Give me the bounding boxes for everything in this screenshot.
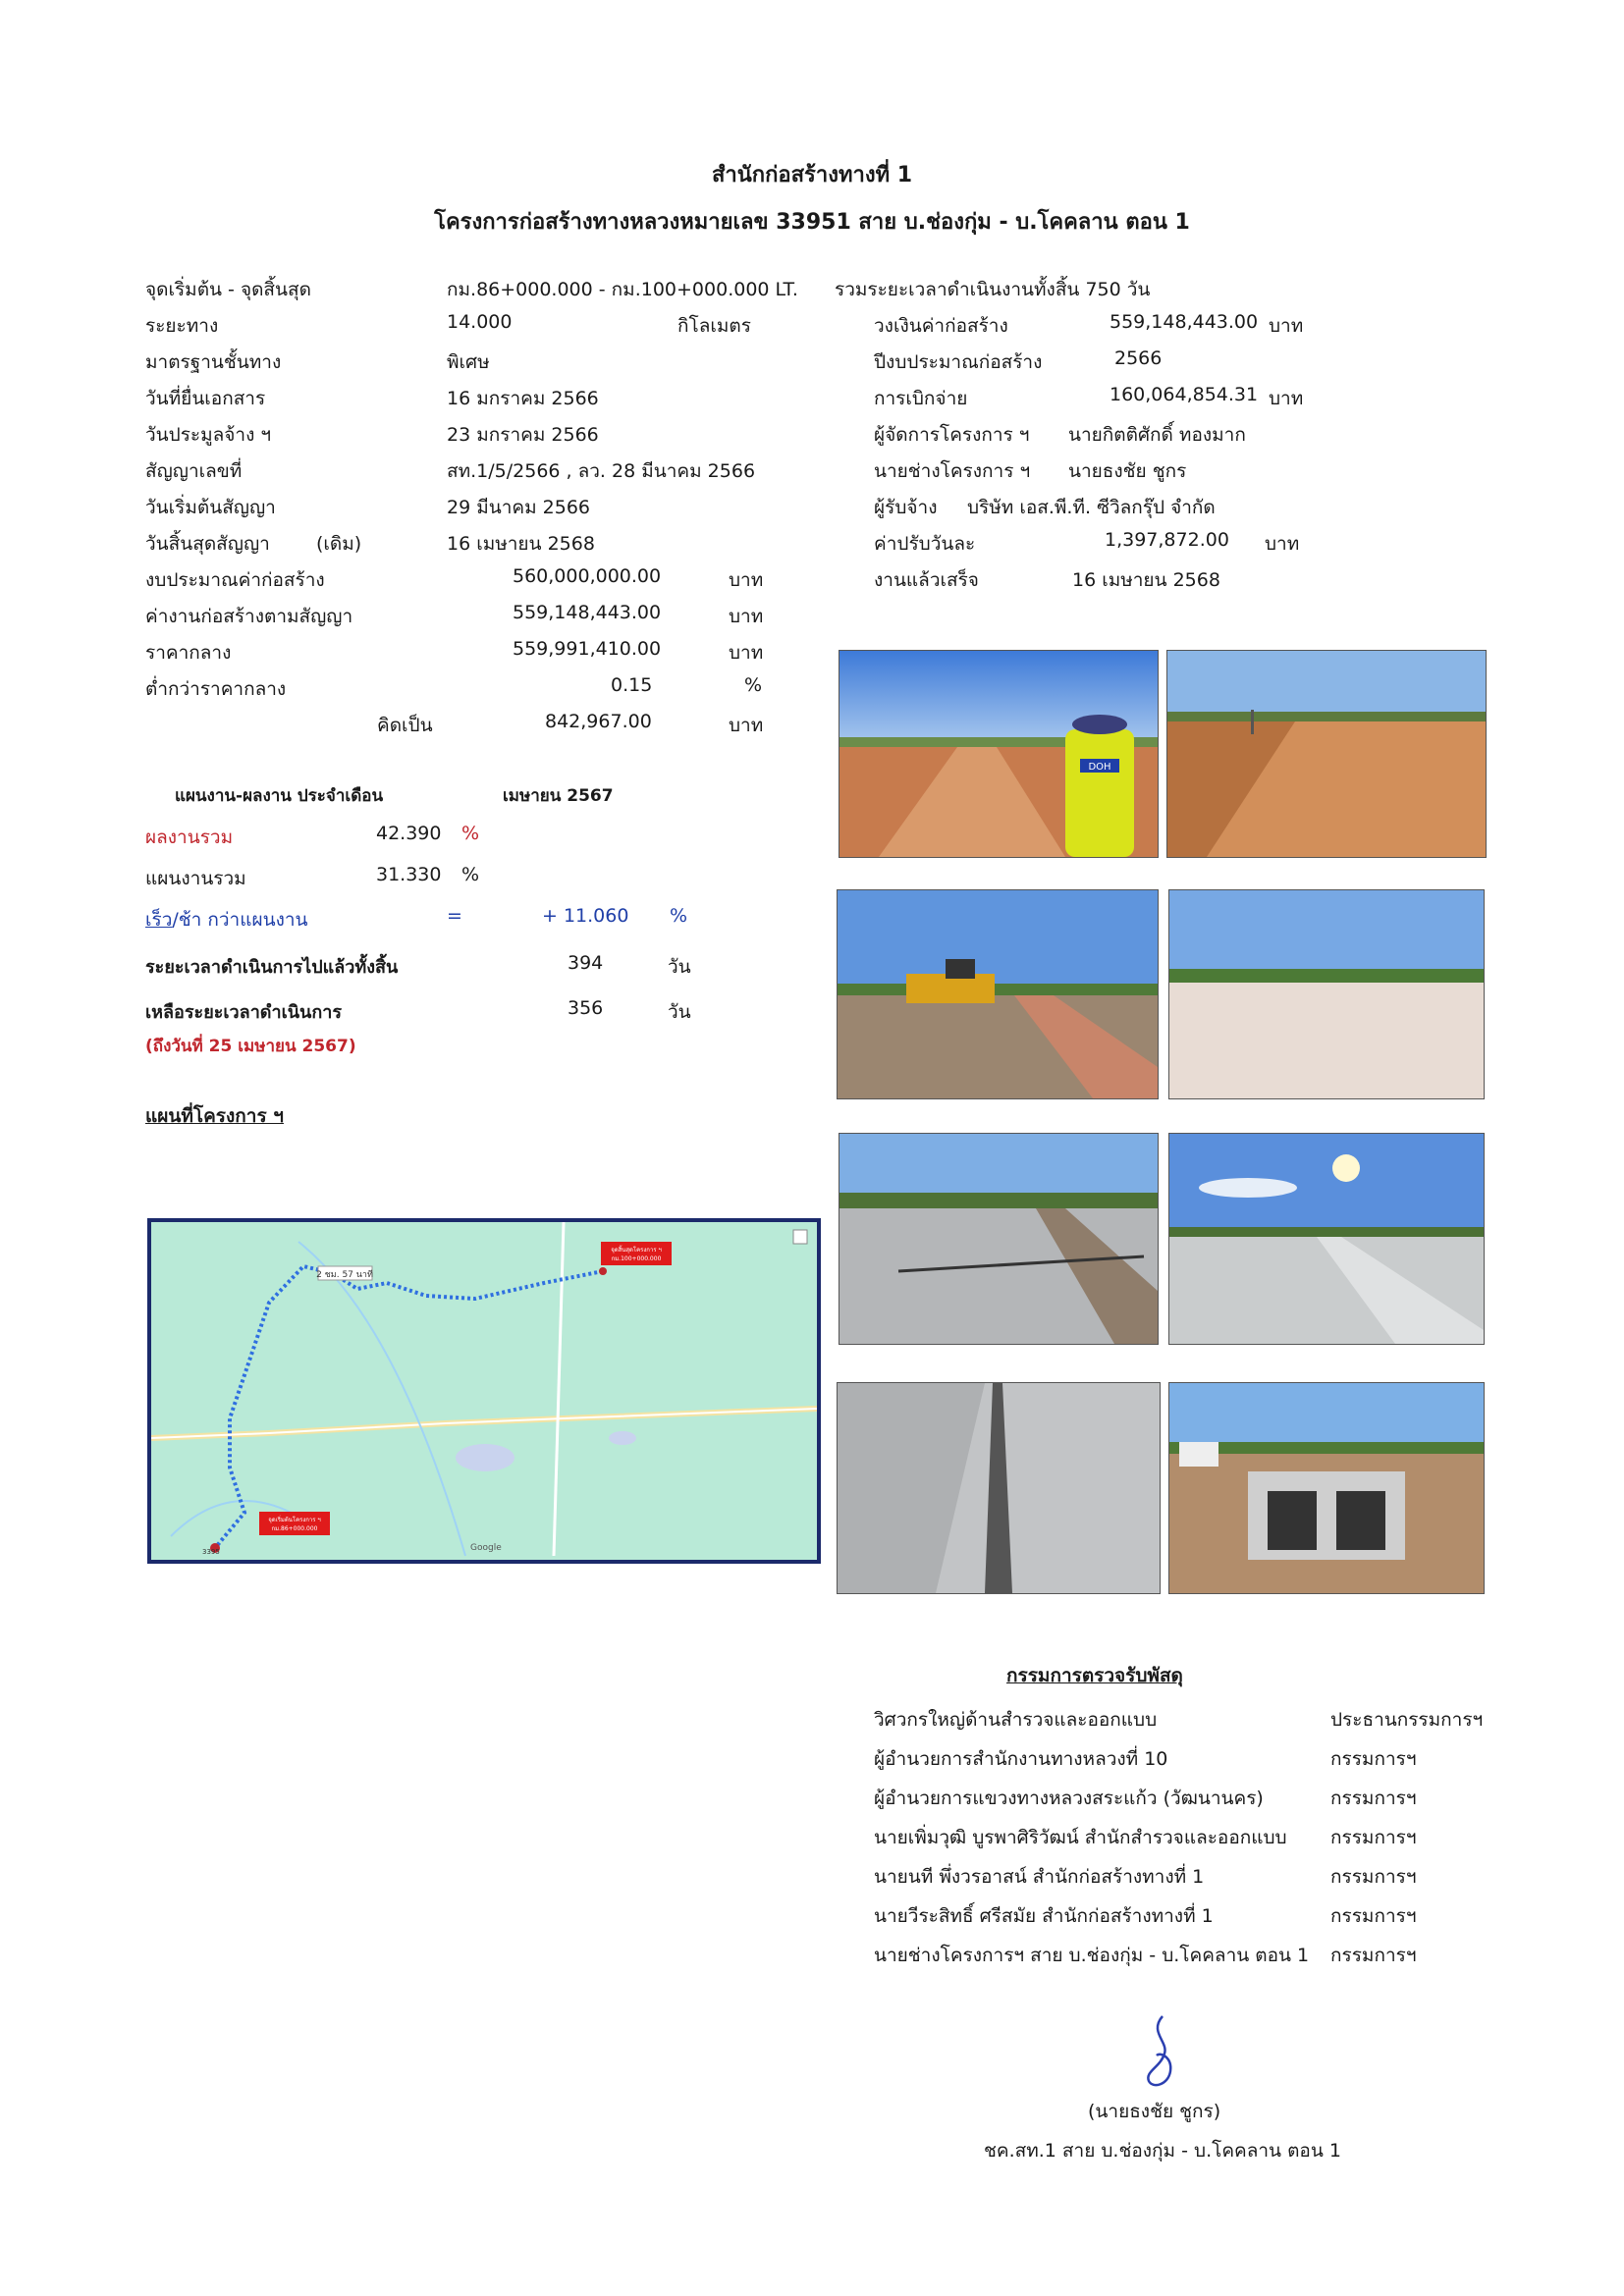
info-value: 16 มกราคม 2566 — [447, 388, 599, 409]
info-label: ผู้รับจ้าง — [874, 497, 938, 518]
info-value: นายกิตติศักดิ์ ทองมาก — [1068, 424, 1246, 446]
map-end-km: กม.100+000.000 — [611, 1255, 662, 1262]
plan-unit: % — [461, 864, 480, 885]
photo-box-culvert — [1168, 1382, 1485, 1594]
info-label: สัญญาเลขที่ — [145, 460, 243, 482]
map-end-label: จุดสิ้นสุดโครงการ ฯ — [611, 1247, 662, 1254]
actual-unit: % — [461, 823, 480, 844]
progress-title: แผนงาน-ผลงาน ประจำเดือน — [175, 786, 384, 806]
info-label: ผู้จัดการโครงการ ฯ — [874, 424, 1030, 446]
remain-label: เหลือระยะเวลาดำเนินการ — [145, 1002, 343, 1023]
photo-graphic — [1169, 1383, 1484, 1593]
map-start-km: กม.86+000.000 — [271, 1525, 318, 1532]
asof-date: (ถึงวันที่ 25 เมษายน 2567) — [145, 1037, 356, 1056]
info-value: กม.86+000.000 - กม.100+000.000 LT. — [447, 279, 798, 300]
budget-label: คิดเป็น — [377, 715, 433, 736]
fast-label: เร็ว — [145, 909, 173, 931]
budget-value: 559,148,443.00 — [513, 602, 662, 623]
info-unit: บาท — [1265, 533, 1300, 555]
committee-role: กรรมการฯ — [1330, 1945, 1417, 1966]
info-value: 14.000 — [447, 311, 513, 333]
committee-member: นายช่างโครงการฯ สาย บ.ช่องกุ่ม - บ.โคคลาน ตอน 1 — [874, 1945, 1310, 1966]
map-travel-time: 2 ชม. 57 นาที — [316, 1270, 373, 1280]
budget-label: ค่างานก่อสร้างตามสัญญา — [145, 606, 353, 627]
info-value: 16 เมษายน 2568 — [447, 533, 595, 555]
info-label: นายช่างโครงการ ฯ — [874, 460, 1031, 482]
budget-value: 0.15 — [611, 674, 653, 696]
info-value: 23 มกราคม 2566 — [447, 424, 599, 446]
committee-title: กรรมการตรวจรับพัสดุ — [1006, 1665, 1183, 1686]
committee-role: กรรมการฯ — [1330, 1827, 1417, 1848]
info-value: 29 มีนาคม 2566 — [447, 497, 591, 518]
elapsed-label: ระยะเวลาดำเนินการไปแล้วทั้งสิ้น — [145, 957, 399, 978]
photo-compacted-base — [1168, 889, 1485, 1099]
info-unit: บาท — [1269, 388, 1304, 409]
remain-value: 356 — [568, 997, 604, 1019]
photo-dirt-road-wide — [1166, 650, 1487, 858]
committee-role: กรรมการฯ — [1330, 1748, 1417, 1770]
actual-value: 42.390 — [376, 823, 442, 844]
committee-member: นายเพิ่มวุฒิ บูรพาศิริวัฒน์ สำนักสำรวจและออกแบบ — [874, 1827, 1287, 1848]
project-title: โครงการก่อสร้างทางหลวงหมายเลข 33951 สาย บ.ช่องกุ่ม - บ.โคคลาน ตอน 1 — [434, 210, 1190, 235]
photo-worker-dirt-road — [839, 650, 1159, 858]
remain-unit: วัน — [668, 1001, 691, 1023]
elapsed-unit: วัน — [668, 956, 691, 978]
budget-unit: บาท — [729, 715, 764, 736]
budget-value: 842,967.00 — [545, 711, 652, 732]
info-label: จุดเริ่มต้น - จุดสิ้นสุด — [145, 279, 311, 300]
committee-role: ประธานกรรมการฯ — [1330, 1709, 1484, 1731]
diff-unit: % — [670, 905, 688, 927]
budget-label: ราคากลาง — [145, 642, 232, 664]
plan-label: แผนงานรวม — [145, 868, 246, 889]
photo-graphic — [838, 1383, 1160, 1593]
elapsed-value: 394 — [568, 952, 604, 974]
photo-graphic — [1169, 890, 1484, 1098]
budget-unit: % — [744, 674, 763, 696]
committee-role: กรรมการฯ — [1330, 1788, 1417, 1809]
info-label: วันประมูลจ้าง ฯ — [145, 424, 272, 446]
info-label: วงเงินค่าก่อสร้าง — [874, 315, 1008, 337]
info-unit: กิโลเมตร — [677, 315, 751, 337]
photo-grader — [837, 889, 1159, 1099]
info-value: สท.1/5/2566 , ลว. 28 มีนาคม 2566 — [447, 460, 756, 482]
plan-value: 31.330 — [376, 864, 442, 885]
actual-label: ผลงานรวม — [145, 827, 234, 848]
signature-mark — [1139, 2012, 1178, 2091]
info-value: พิเศษ — [447, 351, 490, 373]
budget-value: 559,991,410.00 — [513, 638, 662, 660]
committee-member: ผู้อำนวยการแขวงทางหลวงสระแก้ว (วัฒนานคร) — [874, 1788, 1264, 1809]
info-label: มาตรฐานชั้นทาง — [145, 351, 282, 373]
budget-unit: บาท — [729, 606, 764, 627]
photo-concrete-joint — [837, 1382, 1161, 1594]
photo-graphic — [1167, 651, 1486, 857]
map-road-code: 3395 — [202, 1548, 220, 1556]
photo-concrete-finishing — [839, 1133, 1159, 1345]
info-value: 1,397,872.00 — [1105, 529, 1229, 551]
map-title: แผนที่โครงการ ฯ — [145, 1105, 284, 1127]
committee-role: กรรมการฯ — [1330, 1905, 1417, 1927]
info-value: 160,064,854.31 — [1110, 384, 1259, 405]
diff-value: + 11.060 — [542, 905, 629, 927]
committee-member: วิศวกรใหญ่ด้านสำรวจและออกแบบ — [874, 1709, 1158, 1731]
info-value: 2566 — [1114, 347, 1163, 369]
info-value: นายธงชัย ชูกร — [1068, 460, 1187, 482]
map-fullscreen-icon[interactable] — [793, 1230, 807, 1244]
photo-graphic — [839, 651, 1158, 857]
progress-month: เมษายน 2567 — [503, 786, 614, 806]
budget-label: งบประมาณค่าก่อสร้าง — [145, 569, 325, 591]
committee-role: กรรมการฯ — [1330, 1866, 1417, 1888]
photo-concrete-road — [1168, 1133, 1485, 1345]
slow-label: /ช้า กว่าแผนงาน — [172, 909, 308, 931]
signature-name: (นายธงชัย ชูกร) — [1088, 2101, 1221, 2122]
office-title: สำนักก่อสร้างทางที่ 1 — [711, 163, 913, 187]
info-label: การเบิกจ่าย — [874, 388, 968, 409]
duration-total: รวมระยะเวลาดำเนินงานทั้งสิ้น 750 วัน — [835, 279, 1151, 300]
photo-graphic — [838, 890, 1158, 1098]
badge-text: DOH — [1088, 762, 1111, 773]
info-value: 559,148,443.00 — [1110, 311, 1259, 333]
diff-eq: = — [447, 905, 462, 927]
project-map[interactable] — [147, 1218, 821, 1564]
info-value: 16 เมษายน 2568 — [1072, 569, 1220, 591]
map-graphic — [151, 1222, 817, 1560]
info-unit: บาท — [1269, 315, 1304, 337]
map-google-logo: Google — [470, 1543, 502, 1553]
map-start-label: จุดเริ่มต้นโครงการ ฯ — [268, 1517, 321, 1523]
info-label: วันที่ยื่นเอกสาร — [145, 388, 266, 409]
committee-member: นายนที พึ่งวรอาสน์ สำนักก่อสร้างทางที่ 1 — [874, 1866, 1205, 1888]
info-label: ค่าปรับวันละ — [874, 533, 976, 555]
committee-member: นายวีระสิทธิ์ ศรีสมัย สำนักก่อสร้างทางที่ 1 — [874, 1905, 1214, 1927]
info-note: (เดิม) — [316, 533, 362, 555]
photo-graphic — [1169, 1134, 1484, 1344]
info-label: งานแล้วเสร็จ — [874, 569, 979, 591]
committee-member: ผู้อำนวยการสำนักงานทางหลวงที่ 10 — [874, 1748, 1168, 1770]
budget-unit: บาท — [729, 642, 764, 664]
signature-position: ชค.สท.1 สาย บ.ช่องกุ่ม - บ.โคคลาน ตอน 1 — [984, 2140, 1341, 2162]
info-label: วันสิ้นสุดสัญญา — [145, 533, 270, 555]
info-label: ปีงบประมาณก่อสร้าง — [874, 351, 1043, 373]
info-value: บริษัท เอส.พี.ที. ซีวิลกรุ๊ป จำกัด — [967, 497, 1216, 518]
budget-unit: บาท — [729, 569, 764, 591]
info-label: วันเริ่มต้นสัญญา — [145, 497, 276, 518]
photo-graphic — [839, 1134, 1158, 1344]
info-label: ระยะทาง — [145, 315, 219, 337]
budget-value: 560,000,000.00 — [513, 565, 662, 587]
budget-label: ต่ำกว่าราคากลาง — [145, 678, 287, 700]
